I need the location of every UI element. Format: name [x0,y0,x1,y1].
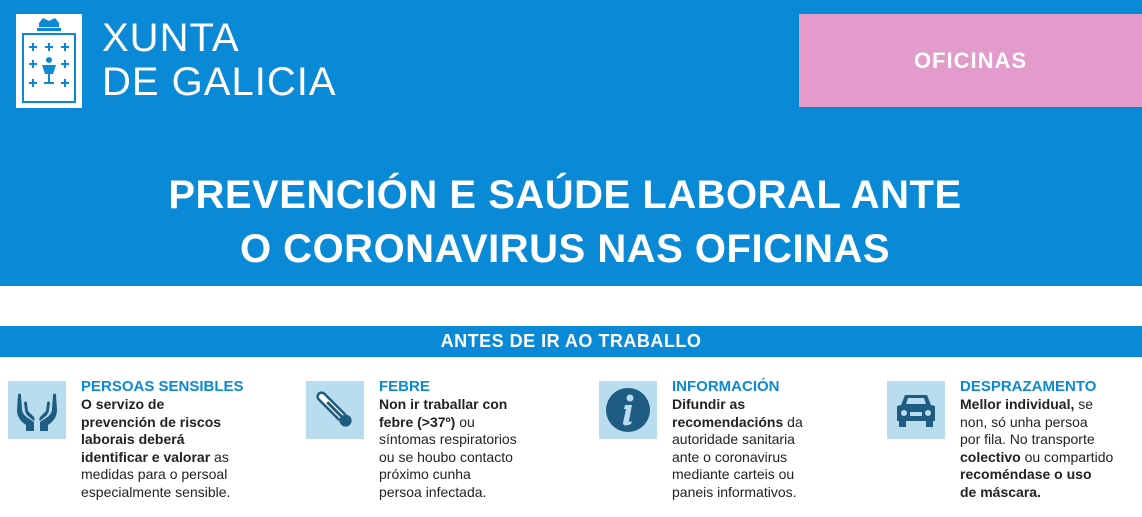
text-run: ou compartido [1020,448,1114,465]
card-body-line [81,466,244,484]
card-text [81,378,244,501]
text-run: se [1074,396,1094,412]
text-run: as [210,448,229,465]
card-title: FEBRE [379,378,430,395]
thermometer-icon-box [306,381,364,439]
card-body [672,396,803,501]
text-run: paneis informativos. [672,483,797,500]
card-body-line [672,484,803,502]
information-icon [603,385,653,435]
card-title: INFORMACIÓN [672,378,780,395]
card-body-line [379,449,517,467]
text-run: Non ir traballar con [379,396,508,412]
text-run: medidas para o persoal [81,466,228,482]
text-run: recoméndase o uso [960,466,1092,482]
card-body-line [960,449,1113,467]
text-run: febre (>37º) [379,413,456,430]
text-run: próximo cunha [379,466,471,482]
text-run: ou [455,413,475,430]
card-body-line [379,414,517,432]
card-body-line [672,431,803,449]
card-body-line [960,466,1113,484]
card-body-line [960,484,1113,502]
section-header [0,326,1142,357]
page-title-line-1: PREVENCIÓN E SAÚDE LABORAL ANTE [168,173,962,217]
card-body [960,396,1113,501]
logo-line-1: XUNTA [102,16,240,60]
text-run: non, só unha persoa [960,413,1088,430]
text-run: ou se houbo contacto [379,448,513,465]
text-run: especialmente sensible. [81,483,231,500]
category-tag-label: OFICINAS [913,47,1028,73]
text-run: colectivo [960,448,1021,465]
card-body-line [81,431,244,449]
page-title-line-2: O CORONAVIRUS NAS OFICINAS [239,227,891,271]
card-body-line [672,466,803,484]
card-body-line [379,431,517,449]
card-text [960,378,1113,501]
card-body-line [960,414,1113,432]
text-run: por fila. No transporte [960,431,1095,447]
logo-wordmark [102,16,337,104]
card-body-line [81,414,244,432]
text-run: laborais deberá [81,431,185,447]
text-run: recomendacións [672,413,784,430]
text-run: O servizo de [81,396,165,412]
text-run: mediante carteis ou [672,466,795,482]
card-body-line [960,431,1113,449]
card-body-line [81,484,244,502]
car-icon-box [887,381,945,439]
text-run: de máscara. [960,483,1041,500]
information-icon-box [599,381,657,439]
car-icon [891,385,941,435]
hands-icon-box [8,381,66,439]
card-body-line [379,466,517,484]
card-body-line [960,396,1113,414]
text-run: persoa infectada. [379,483,487,500]
card-body [379,396,517,501]
card-body-line [672,449,803,467]
text-run: identificar e valorar [81,448,211,465]
coat-of-arms-icon [16,14,82,108]
text-run: Difundir as [672,396,746,412]
card-body-line [672,414,803,432]
card-text [672,378,803,501]
page-title [0,168,1130,276]
text-run: prevención de riscos [81,413,222,430]
thermometer-icon [310,385,360,435]
card-body-line [379,484,517,502]
category-tag [799,14,1142,107]
card-title: PERSOAS SENSIBLES [81,378,244,395]
card-body-line [81,449,244,467]
hands-icon [12,385,62,435]
text-run: autoridade sanitaria [672,431,795,447]
text-run: da [783,413,803,430]
card-title: DESPRAZAMENTO [960,378,1097,395]
card-body [81,396,244,501]
card-body-line [81,396,244,414]
card-text [379,378,517,501]
text-run: Mellor individual, [960,396,1075,412]
card-body-line [672,396,803,414]
section-title: ANTES DE IR AO TRABALLO [440,331,702,351]
card-body-line [379,396,517,414]
text-run: ante o coronavirus [672,448,788,465]
xunta-logo [16,14,82,108]
text-run: síntomas respiratorios [379,431,517,447]
logo-line-2: DE GALICIA [102,60,337,104]
